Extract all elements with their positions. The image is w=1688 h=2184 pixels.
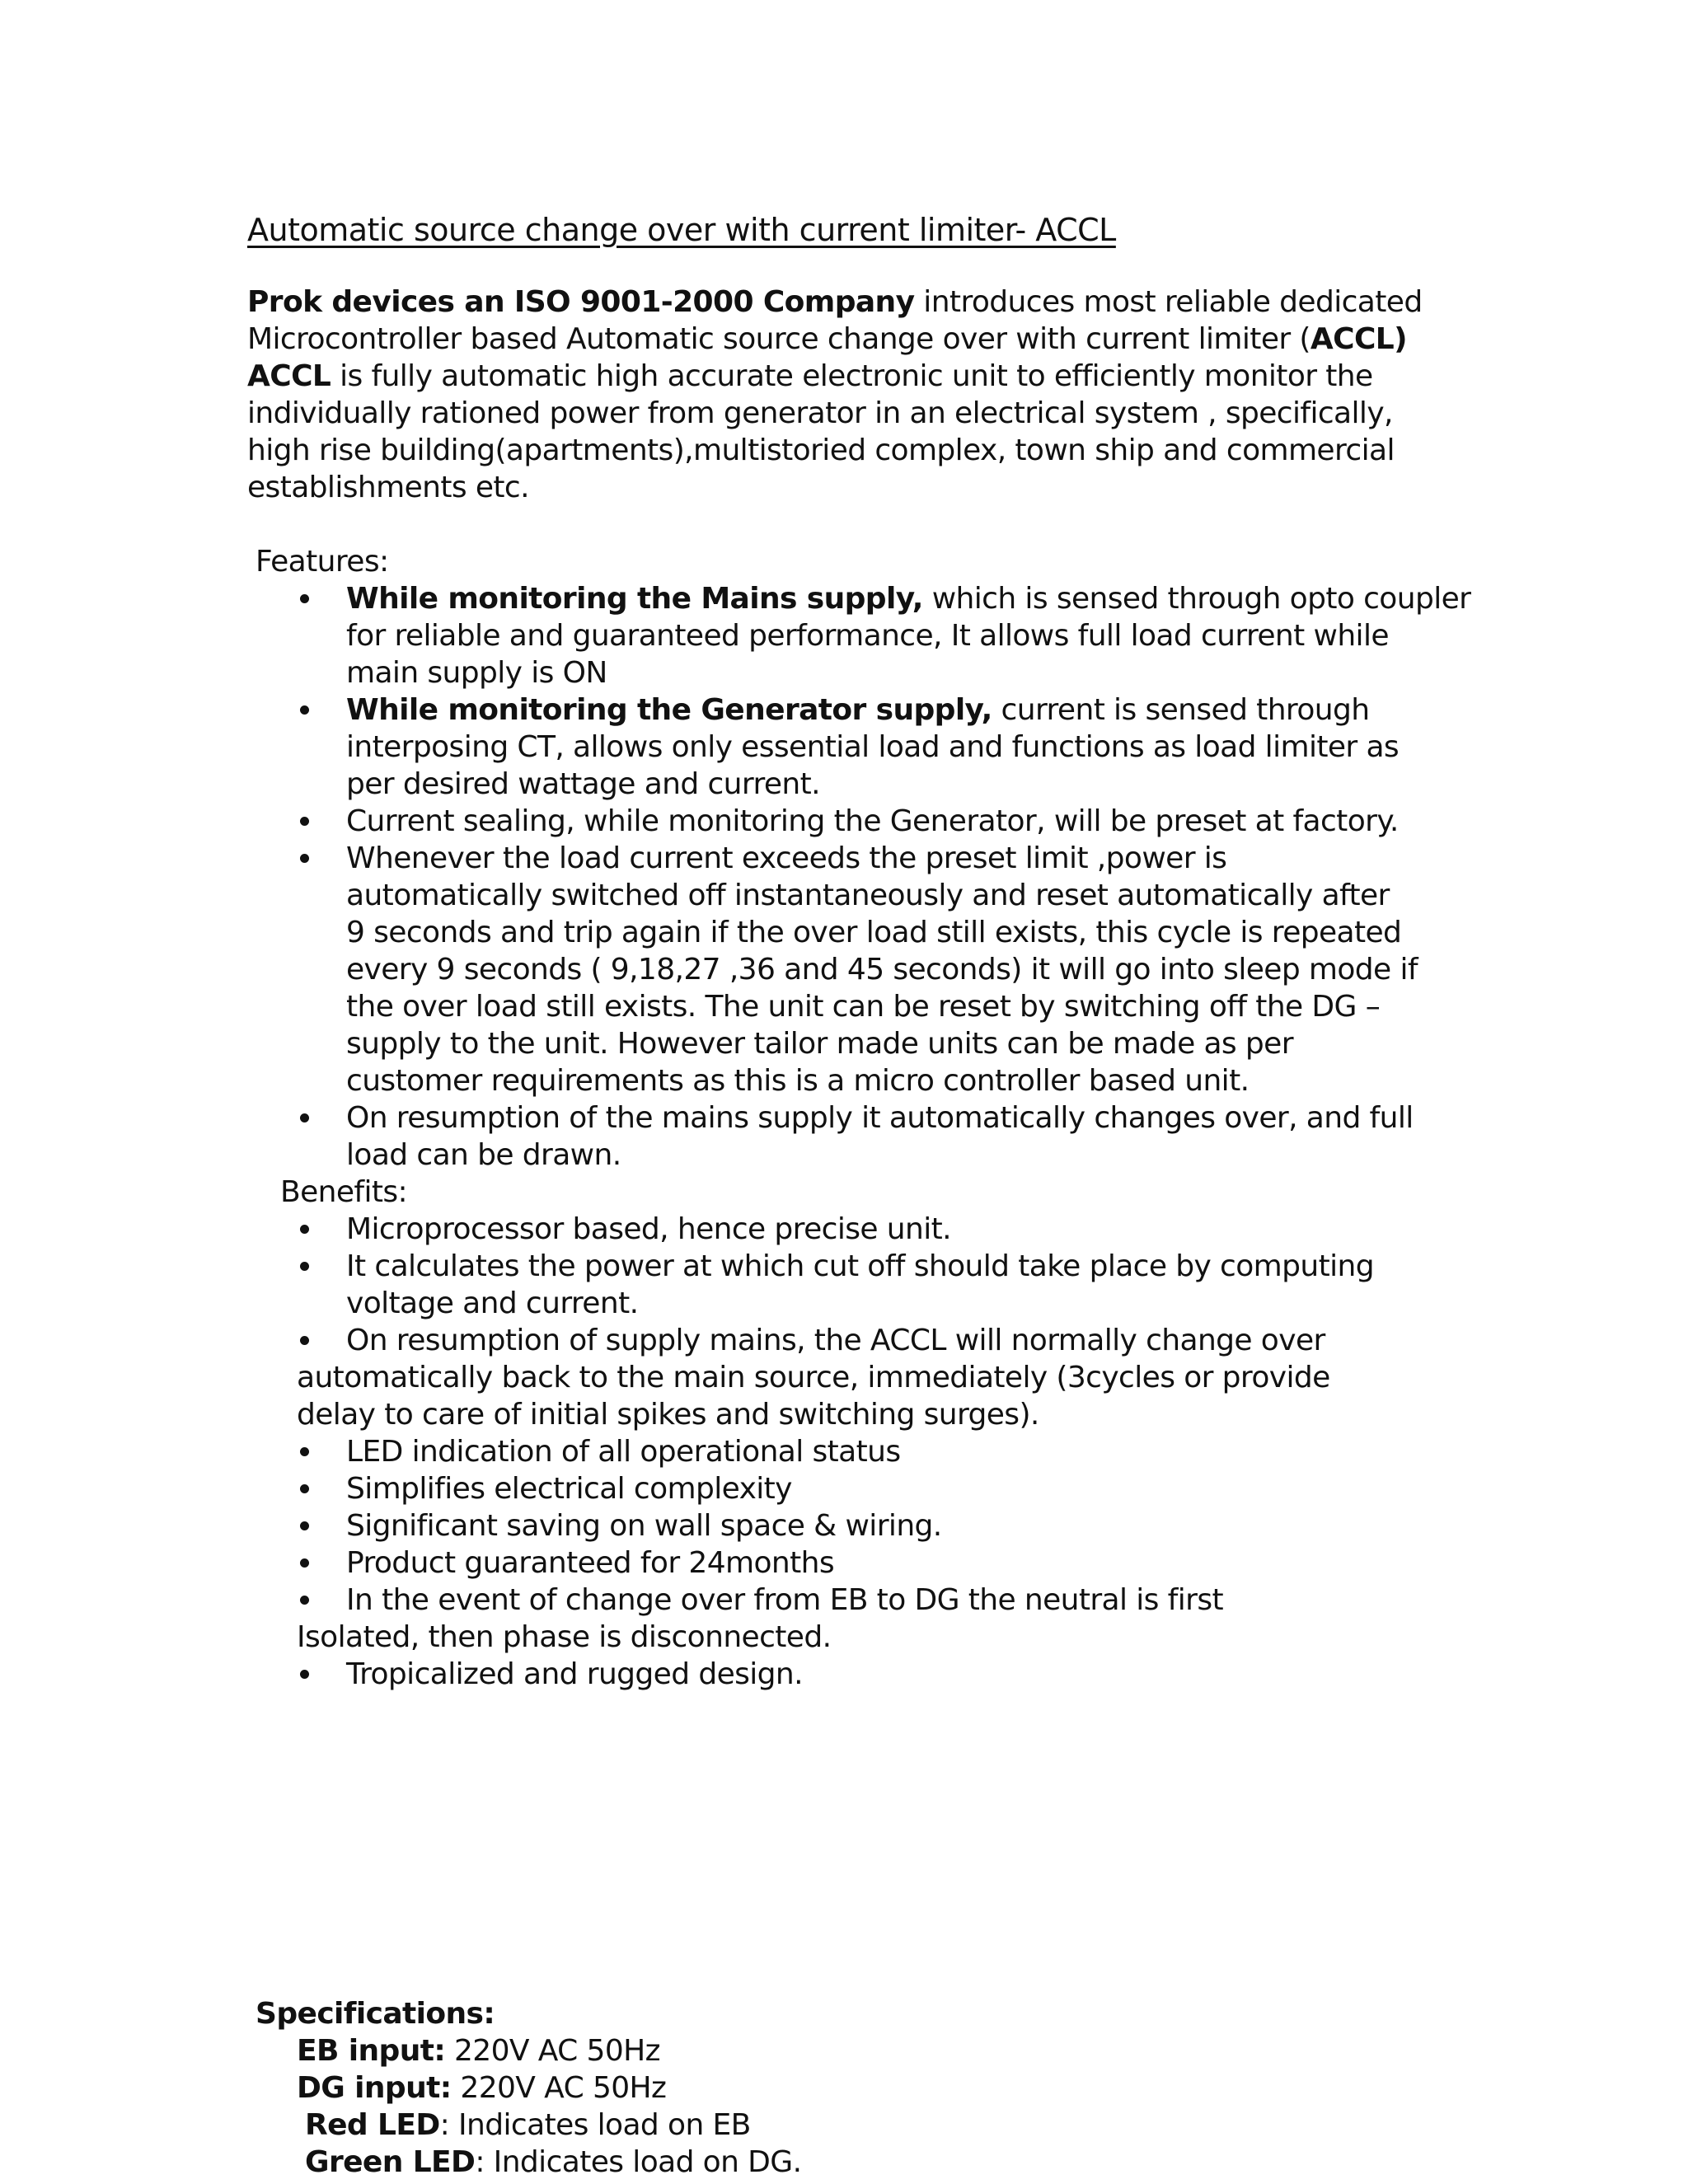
list-item: On resumption of the mains supply it automatically changes over, and full load can be drawn. — [346, 1101, 1414, 1172]
benefits-heading: Benefits: — [280, 1175, 408, 1209]
intro-line: high rise building(apartments),multistoried complex, town ship and commercial — [247, 434, 1395, 467]
list-item: Simplifies electrical complexity — [346, 1472, 792, 1506]
intro-line: establishments etc. — [247, 471, 529, 504]
intro-line: ACCL is fully automatic high accurate electronic unit to efficiently monitor the — [247, 359, 1373, 393]
intro-line: individually rationed power from generator in an electrical system , specifically, — [247, 396, 1393, 430]
list-item: LED indication of all operational status — [346, 1435, 901, 1469]
spec-row: DG input: 220V AC 50Hz — [297, 2071, 667, 2105]
list-item: On resumption of supply mains, the ACCL will normally change over automatically back to the main source, immediately (3cycles or provide delay to care of initial spikes and switching surges). — [297, 1324, 1330, 1432]
spec-row: Green LED: Indicates load on DG. — [305, 2145, 802, 2179]
list-item: While monitoring the Generator supply, current is sensed through interposing CT, allows only essential load and functions as load limiter as per desired wattage and current. — [346, 693, 1400, 801]
document-title: Automatic source change over with current limiter- ACCL — [247, 212, 1116, 248]
specifications-heading: Specifications: — [256, 1997, 495, 2031]
list-item: Significant saving on wall space & wiring. — [346, 1509, 942, 1543]
intro-line: Prok devices an ISO 9001-2000 Company introduces most reliable dedicated — [247, 285, 1423, 319]
list-item: Whenever the load current exceeds the preset limit ,power is automatically switched off instantaneously and reset automatically after 9 seconds and trip again if the over load still exists, this cycle is repeated every 9 seconds ( 9,18,27 ,36 and 45 seconds) it will go into sleep mode if the over load still exists. The unit can be reset by switching off the DG – supply to the unit. However tailor made units can be made as per customer requirements as this is a micro controller based unit. — [346, 841, 1418, 1098]
company-name: Prok devices an ISO 9001-2000 Company — [247, 285, 915, 319]
list-item: Tropicalized and rugged design. — [346, 1657, 803, 1691]
list-item: Product guaranteed for 24months — [346, 1546, 834, 1580]
spec-row: EB input: 220V AC 50Hz — [297, 2034, 660, 2068]
list-item: Current sealing, while monitoring the Generator, will be preset at factory. — [346, 804, 1399, 838]
spec-row: Red LED: Indicates load on EB — [305, 2108, 751, 2142]
list-item: While monitoring the Mains supply, which is sensed through opto coupler for reliable and guaranteed performance, It allows full load current while main supply is ON — [346, 582, 1471, 690]
features-list — [0, 580, 1688, 1174]
benefits-list — [0, 1211, 1688, 1693]
specifications-section — [256, 1995, 801, 2181]
intro-paragraph — [247, 284, 1434, 506]
list-item: In the event of change over from EB to DG the neutral is first Isolated, then phase is disconnected. — [297, 1583, 1223, 1654]
intro-line: Microcontroller based Automatic source change over with current limiter (ACCL) — [247, 322, 1407, 356]
list-item: It calculates the power at which cut off should take place by computing voltage and current. — [346, 1249, 1375, 1320]
list-item: Microprocessor based, hence precise unit. — [346, 1212, 951, 1246]
features-heading: Features: — [256, 545, 389, 579]
